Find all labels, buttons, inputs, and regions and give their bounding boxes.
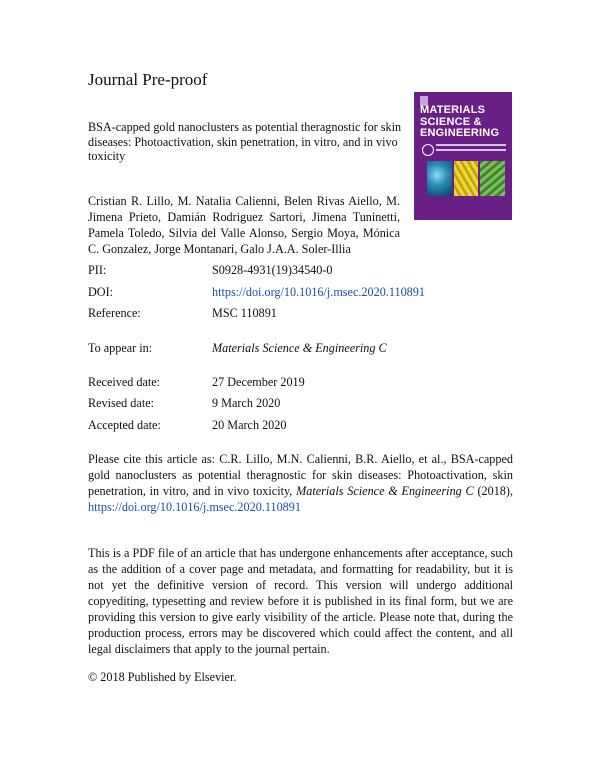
citation-doi-link[interactable]: https://doi.org/10.1016/j.msec.2020.110891 [88,500,301,514]
pii-value: S0928-4931(19)34540-0 [212,263,333,277]
reference-label: Reference: [88,306,141,320]
cover-image-green [480,161,505,196]
citation-journal: Materials Science & Engineering C [296,484,474,498]
pii-label: PII: [88,263,107,277]
to-appear-label: To appear in: [88,341,153,355]
cover-title-line: MATERIALS [420,104,486,116]
cover-subtitle-lines [436,144,506,158]
revised-date-value: 9 March 2020 [212,396,281,410]
pre-proof-notice: This is a PDF file of an article that has undergone enhancements after acceptance, such as the addition of a cover page and metadata, and formatting for readability, but it is not yet the definitive version of record. This version will undergo additional copyediting, typesetting and review before it is published in its final form, but we are providing this version to give early visibility of the article. Please note that, during the production process, errors may be discovered which could affect the content, and all legal disclaimers that apply to the journal pertain. [88,546,513,656]
cover-image-yellow [454,161,479,196]
cover-title-line: ENGINEERING [420,127,500,139]
cover-image-blue [427,161,452,196]
citation-year: (2018), [477,484,513,498]
author-list: Cristian R. Lillo, M. Natalia Calienni, Belen Rivas Aiello, M. Jimena Prieto, Damián Rodriguez Sartori, Jimena Tuninetti, Pamela Toledo, Silvia del Valle Alonso, Sergio Moya, Mónica C. Gonzalez, Jorge Montanari, Galo J.A.A. Soler-Illia [88,194,400,256]
citation-paragraph [88,451,513,515]
copyright-notice: © 2018 Published by Elsevier. [88,670,237,684]
reference-value: MSC 110891 [212,306,277,320]
accepted-date-value: 20 March 2020 [212,418,287,432]
cover-title [420,105,510,140]
accepted-date-label: Accepted date: [88,418,161,432]
article-title: BSA-capped gold nanoclusters as potential theragnostic for skin diseases: Photoactivation, skin penetration, in vitro, and in vivo toxicity [88,120,402,163]
journal-cover-image [414,92,512,220]
journal-emblem-icon [422,144,434,156]
doi-link[interactable]: https://doi.org/10.1016/j.msec.2020.110891 [212,285,425,299]
journal-pre-proof-banner: Journal Pre-proof [88,70,208,89]
received-date-value: 27 December 2019 [212,375,305,389]
revised-date-label: Revised date: [88,396,154,410]
citation-text: Please cite this article as: C.R. Lillo, M.N. Calienni, B.R. Aiello, et al., BSA-capped gold nanoclusters as potential theragnostic for skin diseases: Photoactivation, skin penetration, in vitro, and in vivo toxicity, [88,452,513,498]
cover-title-line: SCIENCE & [420,115,482,128]
received-date-label: Received date: [88,375,161,389]
to-appear-value: Materials Science & Engineering C [212,341,387,355]
cover-images [427,161,505,196]
doi-label: DOI: [88,285,114,299]
